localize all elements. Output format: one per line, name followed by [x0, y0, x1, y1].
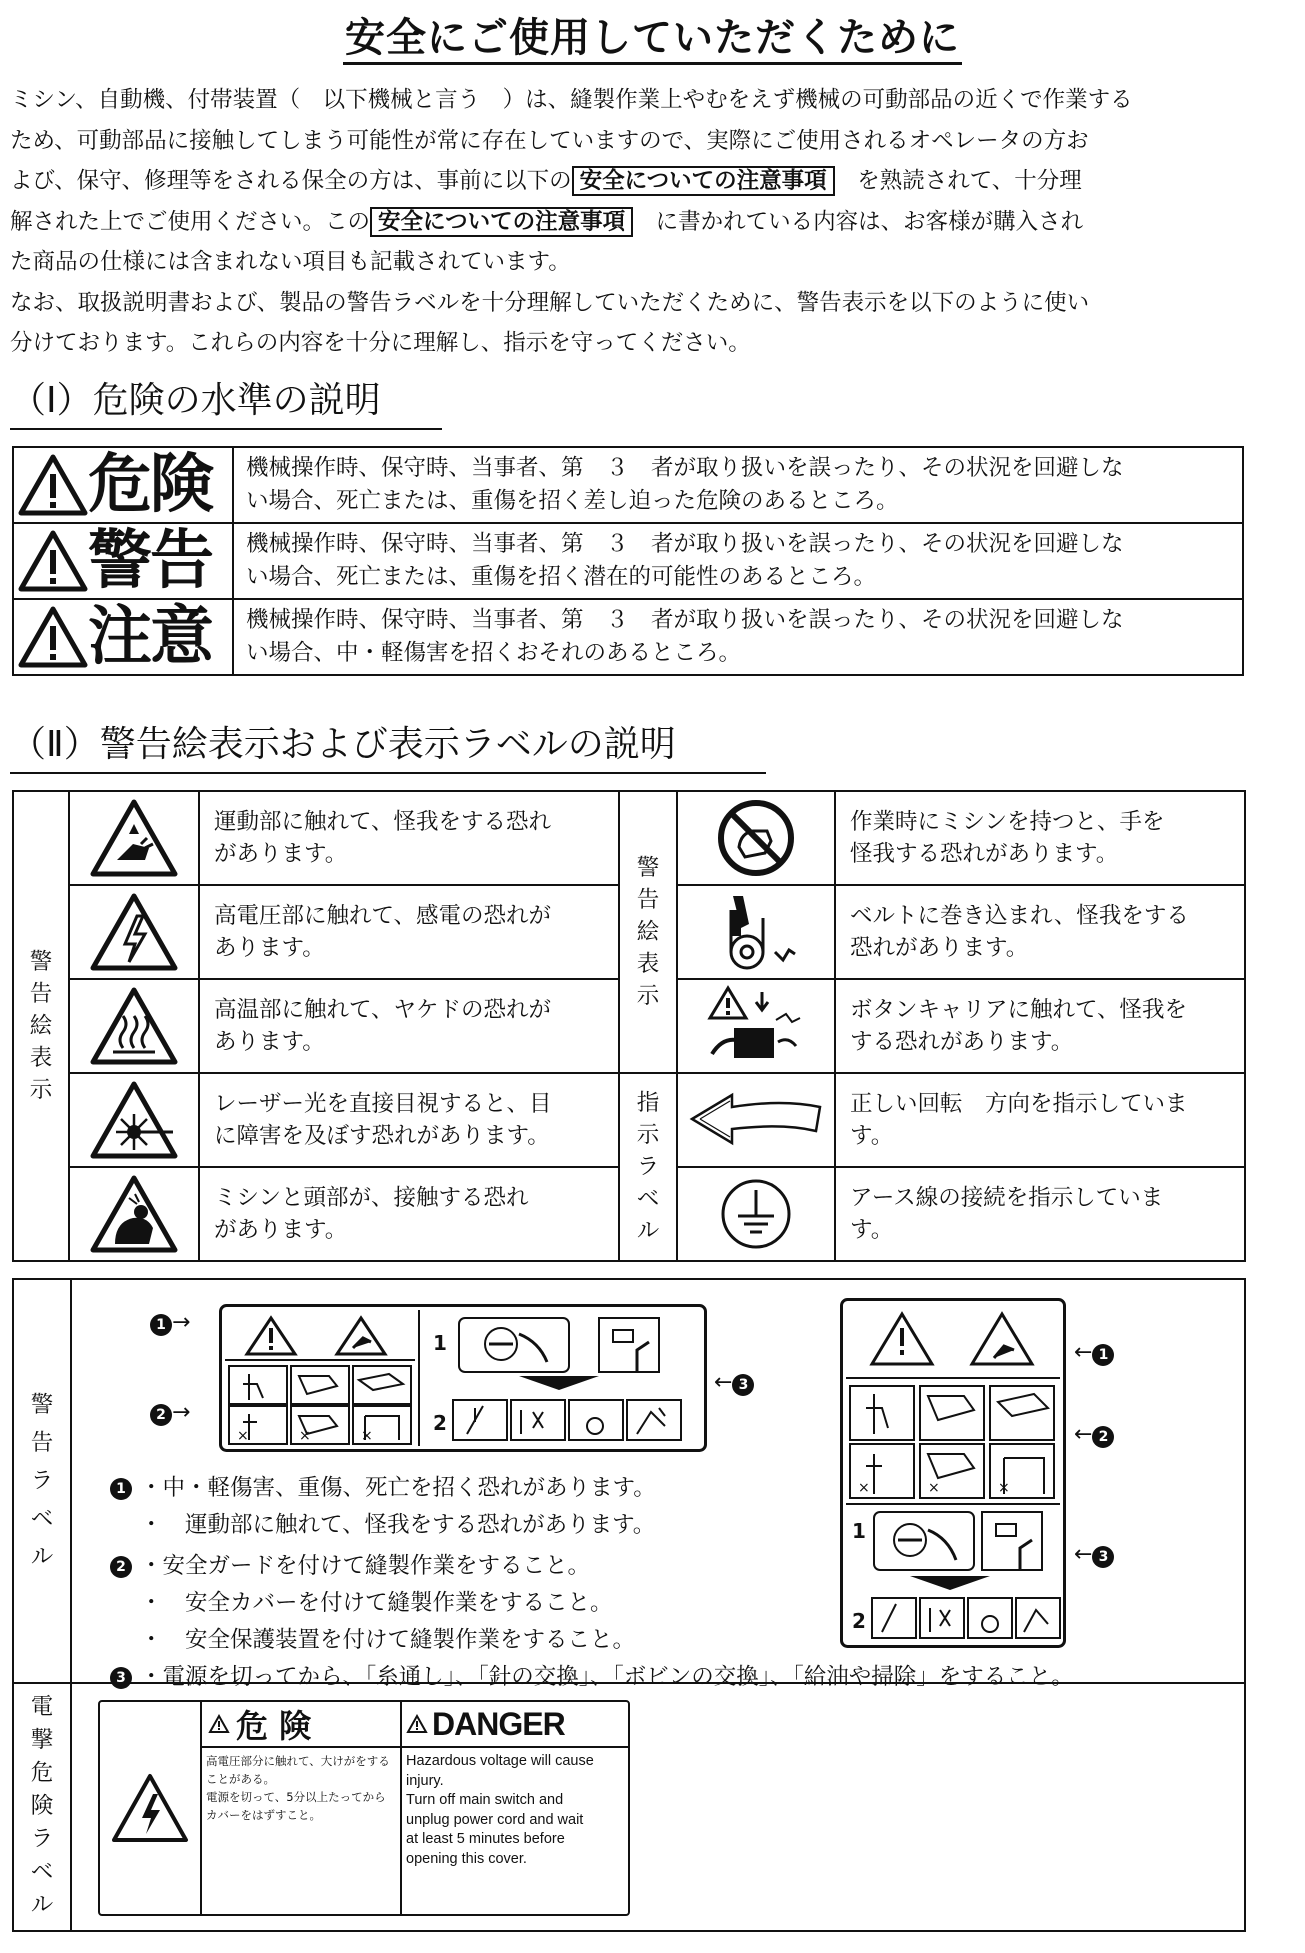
desc-line: があります。: [214, 1217, 348, 1243]
desc-line: に障害を及ぼす恐れがあります。: [214, 1123, 550, 1149]
level-description: [233, 447, 1243, 523]
warning-pictogram-header: [13, 791, 69, 1261]
callout-arrow: ←: [1074, 1422, 1093, 1447]
intro-line: ため、可動部品に接触してしまう可能性が常に存在していますので、実際にご使用されるオペレータの方お: [10, 127, 1089, 154]
text-line: Turn off main switch and: [406, 1792, 564, 1808]
callout-2-right: [1074, 1422, 1114, 1448]
safety-notes-box: 安全についての注意事項: [572, 166, 835, 196]
safety-notes-box: 安全についての注意事項: [370, 207, 633, 237]
bullet-dot: ・: [140, 1512, 163, 1538]
labels-section: [12, 1278, 1246, 1932]
header-char: 警: [30, 1392, 54, 1418]
header-char: 絵: [636, 919, 660, 945]
header-char: 示: [29, 1077, 53, 1103]
bullet-dot: ・: [140, 1475, 163, 1501]
desc-line: ベルトに巻き込まれ、怪我をする: [850, 903, 1189, 929]
text-line: 高電圧部分に触れて、大けがをする: [206, 1754, 390, 1768]
head-contact-icon: [69, 1167, 199, 1261]
pictogram-description: [835, 1073, 1245, 1167]
callout-1-right: [1074, 1340, 1114, 1366]
callout-arrow: →: [172, 1310, 191, 1335]
desc-line: す。: [850, 1217, 894, 1243]
bullet-text: 中・軽傷害、重傷、死亡を招く恐れがあります。: [162, 1475, 656, 1501]
desc-line: 機械操作時、保守時、当事者、第 ３ 者が取り扱いを誤ったり、その状況を回避しな: [246, 531, 1124, 557]
desc-line: い場合、死亡または、重傷を招く差し迫った危険のあるところ。: [246, 488, 899, 514]
desc-line: 運動部に触れて、怪我をする恐れ: [214, 809, 552, 835]
intro-line: なお、取扱説明書および、製品の警告ラベルを十分理解していただくために、警告表示を以下のように使い: [10, 289, 1090, 316]
bullet-text: 安全カバーを付けて縫製作業をすること。: [185, 1590, 613, 1616]
desc-line: ボタンキャリアに触れて、怪我を: [850, 997, 1188, 1023]
desc-line: す。: [850, 1123, 894, 1149]
desc-line: アース線の接続を指示していま: [850, 1185, 1164, 1211]
header-char: 表: [29, 1045, 53, 1071]
button-carrier-icon: [677, 979, 835, 1073]
no-hand-carry-icon: [677, 791, 835, 885]
label-icon-cell: [100, 1702, 202, 1914]
desc-line: 正しい回転 方向を指示していま: [850, 1091, 1188, 1117]
laser-icon: [69, 1073, 199, 1167]
desc-line: があります。: [214, 841, 348, 867]
warning-triangle-icon: [208, 1714, 230, 1734]
warning-triangle-icon: [18, 606, 88, 668]
label-jp-cell: [200, 1702, 402, 1914]
warning-triangle-icon: [18, 530, 88, 592]
step-number: 2: [852, 1609, 866, 1633]
header-char: 絵: [29, 1013, 53, 1039]
level-row-warning: [13, 523, 1243, 599]
callout-1: [150, 1310, 190, 1336]
text-line: カバーをはずすこと。: [206, 1808, 321, 1822]
intro-line: ミシン、自動機、付帯装置（ 以下機械と言う ）は、縫製作業上やむをえず機械の可動部品の近くで作業する: [10, 87, 1133, 113]
x-mark: ×: [299, 1428, 311, 1444]
text-line: injury.: [406, 1772, 444, 1789]
header-char: 危: [30, 1759, 54, 1786]
ground-icon: [677, 1167, 835, 1261]
warning-triangle-icon: [406, 1714, 428, 1734]
desc-line: 作業時にミシンを持つと、手を: [850, 809, 1165, 835]
warning-pictogram-header-2: [619, 791, 677, 1073]
list-item: [110, 1507, 1074, 1544]
level-word: 危険: [88, 448, 212, 522]
level-description: [233, 599, 1243, 675]
pictogram-description: [199, 1073, 619, 1167]
desc-line: レーザー光を直接目視すると、目: [214, 1091, 552, 1117]
level-description: [233, 523, 1243, 599]
bullet-dot: ・: [140, 1590, 163, 1616]
header-char: 撃: [30, 1726, 54, 1753]
warning-triangle-icon: [18, 454, 88, 516]
section1-heading: （Ⅰ）危険の水準の説明: [10, 380, 381, 421]
text-line: opening this cover.: [406, 1850, 527, 1867]
list-item: [110, 1470, 1074, 1507]
belt-entanglement-icon: [677, 885, 835, 979]
table-row: [13, 791, 1245, 885]
x-mark: ×: [928, 1480, 940, 1496]
section1-underline: [10, 428, 442, 430]
level-row-caution: [13, 599, 1243, 675]
section2-underline: [10, 772, 766, 774]
pictogram-description: [199, 791, 619, 885]
header-char: 警: [29, 949, 53, 975]
callout-number: 1: [1092, 1344, 1114, 1366]
x-mark: ×: [858, 1480, 870, 1496]
level-row-danger: [13, 447, 1243, 523]
intro-text: に書かれている内容は、お客様が購入され: [655, 208, 1084, 235]
bullet-text: 電源を切ってから、「糸通し」、「針の交換」、「ボビンの交換」、「給油や掃除」をすること。: [162, 1664, 1074, 1690]
desc-line: 機械操作時、保守時、当事者、第 ３ 者が取り扱いを誤ったり、その状況を回避しな: [246, 455, 1124, 481]
bullet-text: 安全ガードを付けて縫製作業をすること。: [162, 1553, 591, 1579]
level-label: [13, 599, 233, 675]
label-explanations: [110, 1470, 1074, 1696]
intro-line: 分けております。これらの内容を十分に理解し、指示を守ってください。: [10, 330, 751, 356]
pictogram-description: [199, 885, 619, 979]
moving-parts-icon: [69, 791, 199, 885]
text-line: Hazardous voltage will cause: [406, 1753, 594, 1769]
label-en-cell: [400, 1702, 628, 1914]
header-char: 指: [636, 1090, 660, 1116]
header-char: ラ: [30, 1468, 54, 1494]
danger-en-text: [400, 1748, 628, 1873]
desc-line: 恐れがあります。: [850, 935, 1029, 961]
header-char: 表: [636, 951, 660, 977]
electric-shock-danger-label: [98, 1700, 630, 1916]
pictogram-description: [199, 979, 619, 1073]
header-char: 険: [30, 1792, 54, 1819]
step-number: 2: [433, 1411, 447, 1435]
callout-3: [714, 1370, 754, 1396]
warning-label-header: [14, 1280, 72, 1682]
pictogram-description: [835, 979, 1245, 1073]
x-mark: ×: [361, 1428, 373, 1444]
level-word: 注意: [88, 600, 212, 674]
header-char: ル: [30, 1891, 54, 1918]
header-char: ラ: [30, 1825, 54, 1852]
desc-line: あります。: [214, 1029, 325, 1055]
rotation-arrow-icon: [677, 1073, 835, 1167]
bullet-text: 運動部に触れて、怪我をする恐れがあります。: [185, 1512, 656, 1538]
desc-line: する恐れがあります。: [850, 1029, 1074, 1055]
desc-line: い場合、中・軽傷害を招くおそれのあるところ。: [246, 640, 742, 666]
high-voltage-icon: [69, 885, 199, 979]
header-char: ベ: [636, 1186, 660, 1212]
desc-line: ミシンと頭部が、接触する恐れ: [214, 1185, 529, 1211]
callout-number: 3: [1092, 1546, 1114, 1568]
pictogram-description: [835, 1167, 1245, 1261]
hot-surface-icon: [69, 979, 199, 1073]
intro-line: た商品の仕様には含まれない項目も記載されています。: [10, 249, 571, 275]
desc-line: 高電圧部に触れて、感電の恐れが: [214, 903, 552, 929]
bullet-number: 3: [110, 1667, 132, 1689]
desc-line: あります。: [214, 935, 325, 961]
desc-line: 機械操作時、保守時、当事者、第 ３ 者が取り扱いを誤ったり、その状況を回避しな: [246, 607, 1124, 633]
intro-text: 解された上でご使用ください。この: [10, 208, 371, 235]
header-char: ル: [636, 1218, 660, 1244]
level-word: 警告: [88, 524, 212, 598]
list-item: [110, 1548, 1074, 1585]
pictogram-description: [835, 885, 1245, 979]
intro-text: を熟読されて、十分理: [857, 168, 1082, 194]
header-char: ラ: [636, 1154, 660, 1180]
callout-number: 1: [150, 1314, 172, 1336]
instruction-label-header: [619, 1073, 677, 1261]
header-char: 警: [636, 855, 660, 881]
callout-number: 2: [150, 1404, 172, 1426]
callout-arrow: ←: [1074, 1542, 1093, 1567]
intro-line: [10, 161, 1300, 202]
danger-jp-heading: 危 険: [236, 1707, 312, 1745]
step-number: 1: [852, 1519, 866, 1543]
text-line: unplug power cord and wait: [406, 1811, 584, 1828]
header-char: 電: [30, 1693, 54, 1720]
horizontal-warning-label: [219, 1304, 707, 1452]
header-char: 示: [636, 983, 660, 1009]
step-number: 1: [433, 1331, 447, 1355]
pictogram-description: [199, 1167, 619, 1261]
list-item: [110, 1659, 1074, 1696]
desc-line: 怪我する恐れがあります。: [850, 841, 1119, 867]
intro-text: よび、保守、修理等をされる保全の方は、事前に以下の: [10, 168, 572, 194]
header-char: ベ: [30, 1506, 54, 1532]
pictogram-description: [835, 791, 1245, 885]
callout-3-right: [1074, 1542, 1114, 1568]
page-title: [0, 6, 1305, 63]
callout-arrow: ←: [714, 1370, 733, 1395]
list-item: [110, 1622, 1074, 1659]
bullet-number: 1: [110, 1478, 132, 1500]
title-text: 安全にご使用していただくために: [343, 15, 962, 65]
header-char: ル: [30, 1544, 54, 1570]
header-char: 告: [29, 981, 53, 1007]
x-mark: ×: [998, 1480, 1010, 1496]
hazard-levels-table: [12, 446, 1244, 676]
danger-en-heading: DANGER: [432, 1705, 565, 1742]
header-char: ベ: [30, 1858, 54, 1885]
bullet-dot: ・: [140, 1553, 163, 1579]
intro-paragraph: [10, 80, 1300, 364]
bullet-text: 安全保護装置を付けて縫製作業をすること。: [185, 1627, 636, 1653]
level-label: [13, 447, 233, 523]
header-char: 示: [636, 1122, 660, 1148]
desc-line: 高温部に触れて、ヤケドの恐れが: [214, 997, 552, 1023]
header-char: 告: [30, 1430, 54, 1456]
callout-number: 2: [1092, 1426, 1114, 1448]
text-line: at least 5 minutes before: [406, 1831, 565, 1847]
desc-line: い場合、死亡または、重傷を招く潜在的可能性のあるところ。: [246, 564, 877, 590]
section2-heading: （Ⅱ）警告絵表示および表示ラベルの説明: [10, 724, 676, 765]
bullet-number: 2: [110, 1556, 132, 1578]
level-label: [13, 523, 233, 599]
callout-arrow: →: [172, 1400, 191, 1425]
bullet-dot: ・: [140, 1627, 163, 1653]
text-line: ことがある。: [206, 1772, 275, 1786]
header-char: 告: [636, 887, 660, 913]
callout-arrow: ←: [1074, 1340, 1093, 1365]
bullet-dot: ・: [140, 1664, 163, 1690]
text-line: 電源を切って、5分以上たってから: [206, 1790, 386, 1804]
list-item: [110, 1585, 1074, 1622]
danger-jp-text: [200, 1748, 400, 1828]
intro-line: [10, 202, 1300, 243]
callout-2: [150, 1400, 190, 1426]
callout-number: 3: [732, 1374, 754, 1396]
table-row: [13, 1073, 1245, 1167]
shock-label-header: [14, 1682, 72, 1930]
pictogram-table: [12, 790, 1246, 1262]
high-voltage-icon: [110, 1772, 190, 1844]
x-mark: ×: [237, 1428, 249, 1444]
